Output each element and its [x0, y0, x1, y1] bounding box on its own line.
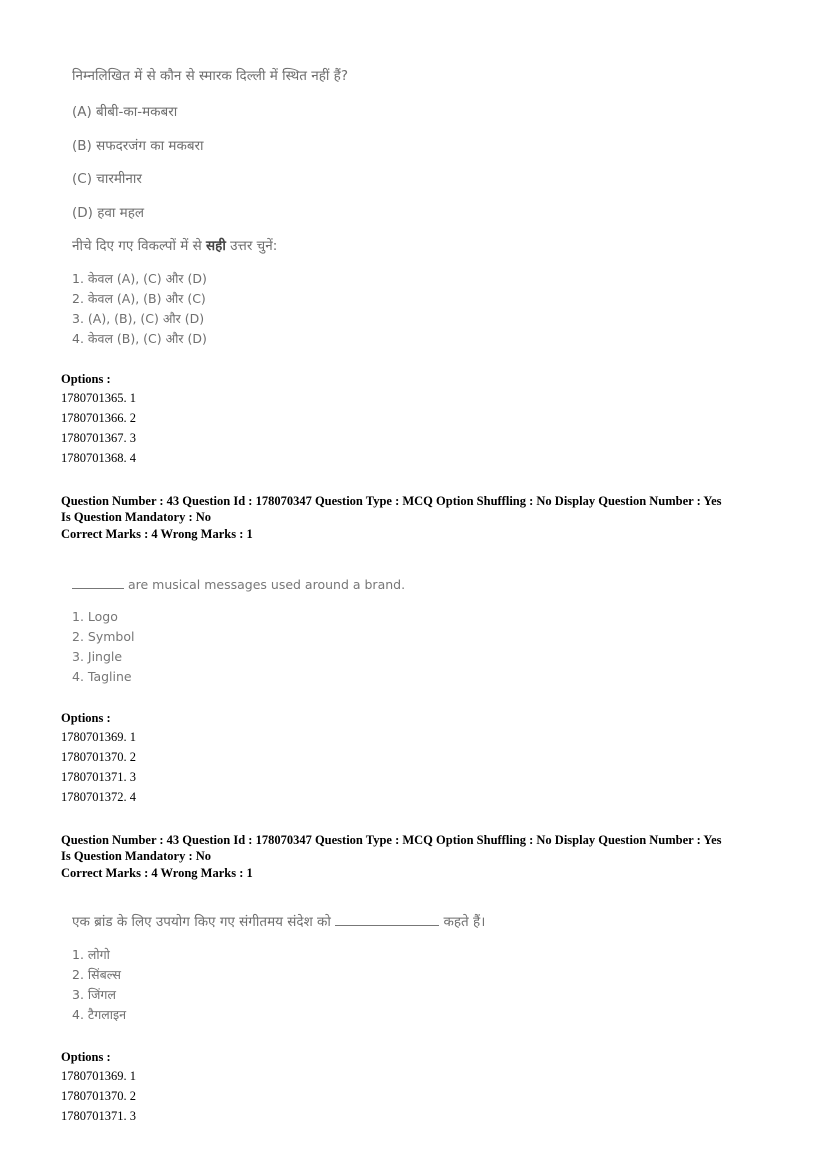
choice-1: 1. Logo — [72, 609, 118, 624]
option-row: 1780701369. 1 — [61, 1069, 136, 1083]
options-label: Options : — [61, 1050, 111, 1064]
question-text: एक ब्रांड के लिए उपयोग किए गए संगीतमय संदेश को कहते हैं। — [72, 914, 486, 930]
question-meta-line-3: Correct Marks : 4 Wrong Marks : 1 — [61, 866, 253, 880]
option-row: 1780701371. 3 — [61, 770, 136, 784]
question-text: are musical messages used around a brand. — [72, 576, 405, 592]
question-item-c: (C) चारमीनार — [72, 171, 142, 187]
choice-3: 3. (A), (B), (C) और (D) — [72, 311, 205, 326]
question-item-b: (B) सफदरजंग का मकबरा — [72, 138, 204, 154]
question-item-d: (D) हवा महल — [72, 205, 145, 221]
option-row: 1780701367. 3 — [61, 431, 136, 445]
question-image-english-jingle — [72, 576, 406, 686]
choice-3: 3. Jingle — [72, 649, 123, 664]
option-row: 1780701370. 2 — [61, 750, 136, 764]
choice-3: 3. जिंगल — [72, 987, 116, 1002]
choice-2: 2. केवल (A), (B) और (C) — [72, 291, 206, 306]
choice-2: 2. सिंबल्स — [72, 967, 121, 982]
question-item-a: (A) बीबी-का-मकबरा — [72, 104, 178, 120]
option-row: 1780701369. 1 — [61, 730, 136, 744]
options-label: Options : — [61, 711, 111, 725]
choice-1: 1. लोगो — [72, 947, 110, 962]
question-text: निम्नलिखित में से कौन से स्मारक दिल्ली में स्थित नहीं हैं? — [72, 68, 348, 84]
option-row: 1780701370. 2 — [61, 1089, 136, 1103]
option-row: 1780701372. 4 — [61, 790, 136, 804]
option-row: 1780701371. 3 — [61, 1109, 136, 1123]
choice-4: 4. टैगलाइन — [72, 1007, 127, 1022]
question-meta-line-2: Is Question Mandatory : No — [61, 510, 212, 524]
question-meta-line-2: Is Question Mandatory : No — [61, 849, 212, 863]
choice-1: 1. केवल (A), (C) और (D) — [72, 271, 207, 286]
answer-blank — [335, 913, 439, 926]
question-image-hindi-monuments — [72, 66, 392, 351]
option-row: 1780701368. 4 — [61, 451, 136, 465]
option-row: 1780701366. 2 — [61, 411, 136, 425]
question-image-hindi-jingle — [72, 912, 512, 1024]
question-meta-line-3: Correct Marks : 4 Wrong Marks : 1 — [61, 527, 253, 541]
instruction-text: नीचे दिए गए विकल्पों में से सही उत्तर चुनें: — [72, 238, 278, 254]
choice-2: 2. Symbol — [72, 629, 135, 644]
choice-4: 4. केवल (B), (C) और (D) — [72, 331, 207, 346]
answer-blank — [72, 576, 124, 589]
option-row: 1780701365. 1 — [61, 391, 136, 405]
choice-4: 4. Tagline — [72, 669, 132, 684]
options-label: Options : — [61, 372, 111, 386]
question-meta-line-1: Question Number : 43 Question Id : 178070347 Question Type : MCQ Option Shuffling : No Display Question Number : Yes — [61, 833, 722, 847]
question-meta-line-1: Question Number : 43 Question Id : 178070347 Question Type : MCQ Option Shuffling : No Display Question Number : Yes — [61, 494, 722, 508]
